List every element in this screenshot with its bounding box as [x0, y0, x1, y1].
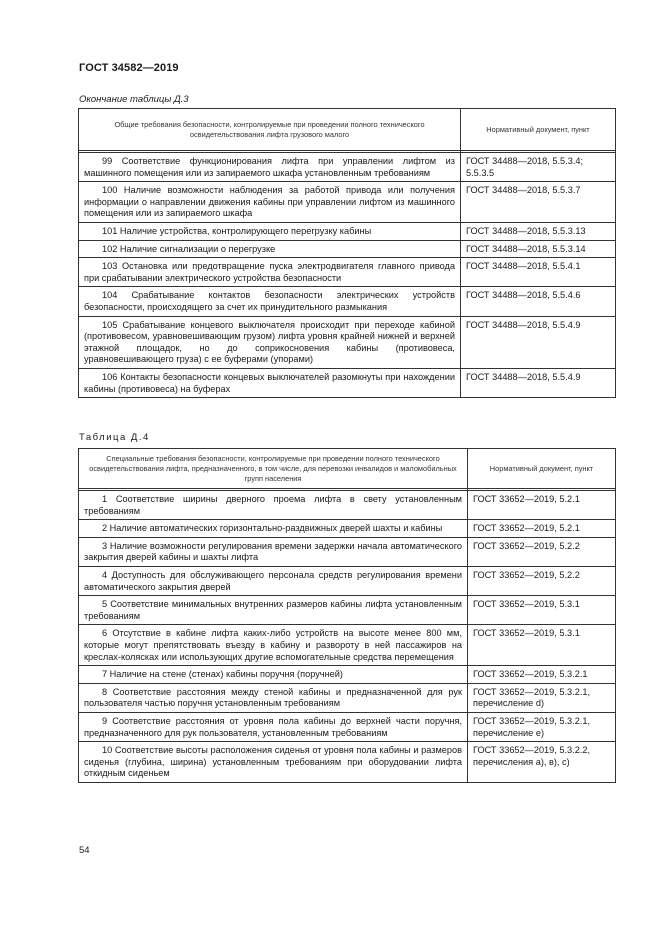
table-row — [79, 566, 616, 595]
table-header-row — [79, 109, 616, 151]
requirement-cell: 8 Соответствие расстояния между стеной кабины и предназначенной для рук пользователя частью поручня установленным требованиям — [79, 683, 468, 712]
requirement-cell: 2 Наличие автоматических горизонтально-раздвижных дверей шахты и кабины — [79, 520, 468, 538]
requirement-cell: 102 Наличие сигнализации о перегрузке — [79, 240, 461, 258]
column-header-reference: Нормативный документ, пункт — [461, 109, 616, 151]
reference-cell: ГОСТ 33652—2019, 5.3.2.1 — [468, 666, 616, 684]
requirement-cell: 6 Отсутствие в кабине лифта каких-либо устройств на высоте менее 800 мм, которые могут препятствовать въезду в кабину и развороту в ней пассажиров на креслах-колясках или использующих другие вспомогательные средства перемещения — [79, 625, 468, 666]
table-row — [79, 520, 616, 538]
requirement-cell: 10 Соответствие высоты расположения сиденья от уровня пола кабины и размеров сиденья (глубина, ширина) установленным требованиям при оборудовании лифта откидным сиденьем — [79, 742, 468, 783]
requirement-cell: 9 Соответствие расстояния от уровня пола кабины до верхней части поручня, предназначенного для рук пользователя, установленным требованиям — [79, 712, 468, 741]
column-header-requirement: Общие требования безопасности, контролируемые при проведении полного технического освидетельствования лифта грузового малого — [79, 109, 461, 151]
table-row — [79, 240, 616, 258]
reference-cell: ГОСТ 33652—2019, 5.3.2.2, перечисления a), в), c) — [468, 742, 616, 783]
reference-cell: ГОСТ 34488—2018, 5.5.4.1 — [461, 258, 616, 287]
table-row — [79, 258, 616, 287]
requirement-cell: 4 Доступность для обслуживающего персонала средств регулирования времени автоматического закрытия дверей — [79, 566, 468, 595]
reference-cell: ГОСТ 34488—2018, 5.5.3.13 — [461, 222, 616, 240]
requirement-cell: 100 Наличие возможности наблюдения за работой привода или получения информации о направлении движения кабины при управлении лифтом из машинного помещения или из запираемого шкафа — [79, 182, 461, 223]
table-row — [79, 316, 616, 368]
reference-cell: ГОСТ 34488—2018, 5.5.4.9 — [461, 316, 616, 368]
reference-cell: ГОСТ 33652—2019, 5.3.1 — [468, 625, 616, 666]
document-code: ГОСТ 34582—2019 — [79, 62, 179, 74]
reference-cell: ГОСТ 33652—2019, 5.3.1 — [468, 596, 616, 625]
table-d3 — [78, 108, 616, 398]
table-row — [79, 537, 616, 566]
column-header-requirement: Специальные требования безопасности, контролируемые при проведении полного технического освидетельствования лифта, предназначенного, в том числе, для перевозки инвалидов и маломобильных групп населения — [79, 449, 468, 489]
reference-cell: ГОСТ 34488—2018, 5.5.4.9 — [461, 368, 616, 397]
table-row — [79, 368, 616, 397]
table-row — [79, 625, 616, 666]
reference-cell: ГОСТ 33652—2019, 5.2.2 — [468, 537, 616, 566]
table-row — [79, 182, 616, 223]
requirement-cell: 103 Остановка или предотвращение пуска электродвигателя главного привода при срабатывании электрического устройства безопасности — [79, 258, 461, 287]
reference-cell: ГОСТ 33652—2019, 5.2.1 — [468, 520, 616, 538]
table-row — [79, 222, 616, 240]
table-row — [79, 153, 616, 182]
table-row — [79, 712, 616, 741]
requirement-cell: 99 Соответствие функционирования лифта при управлении лифтом из машинного помещения или из запираемого шкафа установленным требованиям — [79, 153, 461, 182]
reference-cell: ГОСТ 33652—2019, 5.3.2.1, перечисление e) — [468, 712, 616, 741]
table-header-row — [79, 449, 616, 489]
reference-cell: ГОСТ 33652—2019, 5.2.1 — [468, 491, 616, 520]
table-d3-caption: Окончание таблицы Д.3 — [79, 94, 189, 105]
table-row — [79, 742, 616, 783]
table-row — [79, 683, 616, 712]
requirement-cell: 7 Наличие на стене (стенах) кабины поручня (поручней) — [79, 666, 468, 684]
reference-cell: ГОСТ 34488—2018, 5.5.4.6 — [461, 287, 616, 316]
reference-cell: ГОСТ 34488—2018, 5.5.3.14 — [461, 240, 616, 258]
reference-cell: ГОСТ 34488—2018, 5.5.3.7 — [461, 182, 616, 223]
requirement-cell: 1 Соответствие ширины дверного проема лифта в свету установленным требованиям — [79, 491, 468, 520]
table-row — [79, 596, 616, 625]
table-row — [79, 666, 616, 684]
table-row — [79, 287, 616, 316]
reference-cell: ГОСТ 33652—2019, 5.3.2.1, перечисление d) — [468, 683, 616, 712]
requirement-cell: 105 Срабатывание концевого выключателя происходит при переходе кабиной (противовесом, уравновешивающим грузом) лифта уровня крайней нижней и верхней этажной площадок, но до соприкосновения кабины (противовеса, уравновешивающего груза) с ее буферами (упорами) — [79, 316, 461, 368]
column-header-reference: Нормативный документ, пункт — [468, 449, 616, 489]
reference-cell: ГОСТ 33652—2019, 5.2.2 — [468, 566, 616, 595]
requirement-cell: 106 Контакты безопасности концевых выключателей разомкнуты при нахождении кабины (противовеса) на буферах — [79, 368, 461, 397]
requirement-cell: 104 Срабатывание контактов безопасности электрических устройств безопасности, происходящего за счет их принудительного размыкания — [79, 287, 461, 316]
requirement-cell: 3 Наличие возможности регулирования времени задержки начала автоматического закрытия дверей кабины и шахты лифта — [79, 537, 468, 566]
requirement-cell: 5 Соответствие минимальных внутренних размеров кабины лифта установленным требованиям — [79, 596, 468, 625]
requirement-cell: 101 Наличие устройства, контролирующего перегрузку кабины — [79, 222, 461, 240]
table-row — [79, 491, 616, 520]
table-d4-caption: Таблица Д.4 — [79, 432, 150, 443]
table-d4 — [78, 448, 616, 783]
page-number: 54 — [79, 845, 90, 856]
reference-cell: ГОСТ 34488—2018, 5.5.3.4; 5.5.3.5 — [461, 153, 616, 182]
